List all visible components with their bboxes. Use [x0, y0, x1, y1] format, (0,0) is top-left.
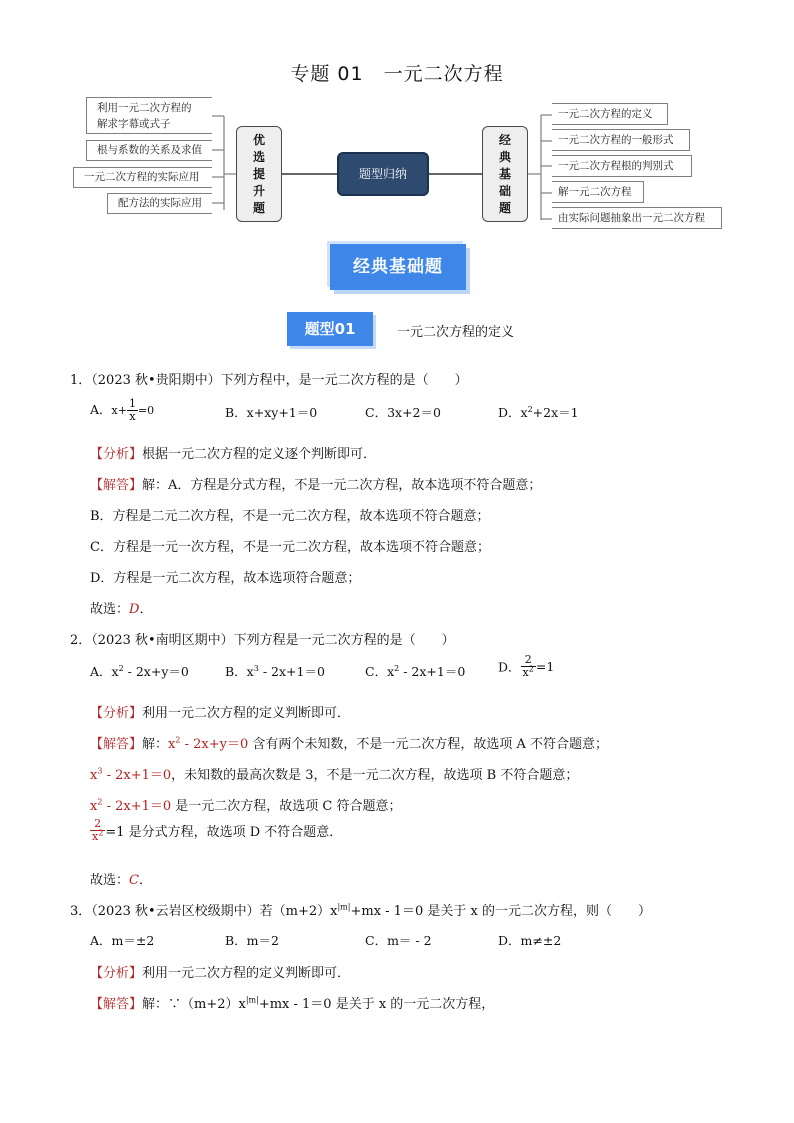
- q2-analysis-tag: 【分析】: [90, 706, 143, 721]
- mindmap-left-item-1: [86, 97, 212, 134]
- q1-analysis-tag: 【分析】: [90, 447, 143, 462]
- q2-answer-line-3: [90, 795, 402, 814]
- q2-answer-1-x: x: [168, 737, 176, 752]
- q1-choice: [90, 598, 152, 617]
- q2-option-d-fraction: [521, 654, 536, 679]
- q2-answer-tag: 【解答】: [90, 737, 143, 752]
- mindmap-right-item-5: 由实际问题抽象出一元二次方程: [552, 207, 722, 229]
- q3-stem: [70, 900, 651, 919]
- q2-answer-3-text: 是一元二次方程，故选项 C 符合题意；: [171, 799, 402, 814]
- q3-answer-exponent: |m|: [245, 995, 259, 1005]
- q3-analysis-tag: 【分析】: [90, 966, 143, 981]
- q2-option-b-suffix: - 2x+1＝0: [258, 664, 325, 679]
- q2-answer-3-equation: - 2x+1＝0: [102, 799, 172, 814]
- mindmap-right-item-3: 一元二次方程根的判别式: [552, 155, 692, 177]
- q3-analysis-text: 利用一元二次方程的定义判断即可．: [142, 966, 351, 981]
- q3-stem-exponent: |m|: [337, 902, 351, 912]
- q1-option-d-suffix: +2x＝1: [532, 405, 579, 420]
- q3-option-c: C．m＝ - 2: [365, 933, 432, 948]
- q1-choice-suffix: ．: [139, 602, 153, 617]
- q2-answer-line-2: [90, 764, 578, 783]
- q2-answer-1-prefix: 解：: [142, 737, 169, 752]
- q2-answer-4-denominator-exponent: 2: [98, 828, 104, 838]
- q2-option-d-denominator-exponent: 2: [528, 664, 534, 674]
- mindmap-left-item-1-line2: 解求字幕或式子: [97, 118, 171, 130]
- q1-answer-tag: 【解答】: [90, 478, 143, 493]
- q1-option-b: B．x+xy+1＝0: [225, 405, 318, 420]
- q2-option-a: [90, 662, 189, 680]
- q2-option-d-denominator: [521, 664, 536, 679]
- q2-option-d: [498, 654, 554, 679]
- page-title: 专题 01 一元二次方程: [290, 63, 504, 85]
- q1-option-a-fraction: [127, 398, 138, 423]
- q2-option-b-prefix: B．x: [225, 664, 254, 679]
- q1-answer-text-1: 解：A．方程是分式方程，不是一元二次方程，故本选项不符合题意；: [142, 478, 542, 493]
- mindmap-left-item-2: 根与系数的关系及求值: [86, 140, 212, 161]
- q2-answer-2-x: x: [90, 768, 98, 783]
- mindmap-left-node: 优 选 提 升 题: [236, 126, 282, 222]
- q2-answer-2-exponent: 3: [97, 766, 103, 776]
- q1-option-a-denominator: x: [129, 410, 136, 423]
- q2-choice-suffix: ．: [138, 873, 152, 888]
- q3-stem-suffix: +mx - 1＝0 是关于 x 的一元二次方程，则（ ）: [350, 904, 651, 919]
- q3-option-d: D．m≠±2: [498, 933, 562, 948]
- q2-option-a-suffix: - 2x+y＝0: [123, 664, 189, 679]
- q1-answer-line-3: C．方程是一元一次方程，不是一元二次方程，故本选项不符合题意；: [90, 540, 490, 555]
- q2-option-b: [225, 662, 325, 680]
- mindmap-right-item-1: 一元二次方程的定义: [552, 103, 668, 125]
- q2-option-c-suffix: - 2x+1＝0: [399, 664, 466, 679]
- q2-answer-line-1: [90, 733, 608, 752]
- q2-answer-3-x: x: [90, 799, 98, 814]
- q2-answer-4-numerator: 2: [90, 818, 105, 831]
- q2-choice-prefix: 故选：: [90, 873, 130, 888]
- q2-option-c: [365, 662, 465, 680]
- type-badge: 题型01: [287, 312, 373, 346]
- q2-option-b-exponent: 3: [253, 663, 259, 673]
- q2-answer-1-exponent: 2: [175, 735, 181, 745]
- mindmap-right-item-2: 一元二次方程的一般形式: [552, 129, 690, 151]
- q1-answer-line-1: [90, 474, 541, 493]
- mindmap-left-item-4: 配方法的实际应用: [107, 193, 212, 214]
- mindmap-left-item-1-line1: 利用一元二次方程的: [97, 102, 192, 114]
- q2-answer-4-text: =1 是分式方程，故选项 D 不符合题意．: [105, 825, 343, 840]
- q1-analysis-text: 根据一元二次方程的定义逐个判断即可．: [142, 447, 377, 462]
- q2-answer-4-denominator-base: x: [92, 830, 99, 843]
- q2-analysis: [90, 702, 350, 721]
- type-label: 一元二次方程的定义: [397, 325, 515, 340]
- q1-option-a-suffix: =0: [137, 404, 155, 417]
- q3-answer-tag: 【解答】: [90, 997, 143, 1012]
- q3-answer-line-1: [90, 993, 494, 1012]
- mindmap-right-node: 经 典 基 础 题: [482, 126, 528, 222]
- q2-option-d-numerator: 2: [521, 654, 536, 667]
- q3-answer-prefix: 解：∵（m+2）x: [142, 997, 246, 1012]
- q2-option-d-suffix: =1: [535, 659, 555, 674]
- q1-option-c: C．3x+2＝0: [365, 405, 441, 420]
- q2-answer-1-equation: - 2x+y＝0: [180, 737, 249, 752]
- q2-option-d-denominator-base: x: [522, 666, 529, 679]
- mindmap-right-item-4: 解一元二次方程: [552, 181, 644, 203]
- q1-stem: 1．（2023 秋•贵阳期中）下列方程中，是一元二次方程的是（ ）: [70, 373, 468, 388]
- q1-choice-letter: D: [129, 602, 140, 617]
- q1-option-d-exponent: 2: [527, 404, 533, 414]
- q2-answer-2-equation: - 2x+1＝0: [102, 768, 172, 783]
- q1-analysis: [90, 443, 376, 462]
- q1-option-d: [498, 403, 579, 421]
- q3-stem-prefix: 3．（2023 秋•云岩区校级期中）若（m+2）x: [70, 904, 338, 919]
- q2-choice: [90, 869, 152, 888]
- q2-option-a-prefix: A．x: [90, 664, 119, 679]
- q1-option-d-prefix: D．x: [498, 405, 528, 420]
- q3-analysis: [90, 962, 350, 981]
- section-banner: 经典基础题: [330, 244, 466, 290]
- q2-answer-2-text: ，未知数的最高次数是 3，不是一元二次方程，故选项 B 不符合题意；: [171, 768, 579, 783]
- q1-option-a-numerator: 1: [128, 397, 136, 410]
- q1-answer-line-4: D．方程是一元二次方程，故本选项符合题意；: [90, 571, 361, 586]
- mindmap-center-node: 题型归纳: [337, 152, 429, 196]
- q2-answer-line-4: [90, 818, 342, 843]
- q2-option-c-exponent: 2: [394, 663, 400, 673]
- q2-choice-letter: C: [129, 873, 139, 888]
- q2-stem: 2．（2023 秋•南明区期中）下列方程是一元二次方程的是（ ）: [70, 633, 455, 648]
- q2-answer-4-denominator: [90, 828, 105, 843]
- q3-option-a: A．m＝±2: [90, 933, 155, 948]
- mindmap-left-item-3: 一元二次方程的实际应用: [73, 167, 212, 188]
- q3-answer-suffix: +mx - 1＝0 是关于 x 的一元二次方程，: [258, 997, 495, 1012]
- q1-option-a-prefix: A．: [90, 402, 112, 417]
- q1-option-a-x: x+: [111, 404, 127, 417]
- q1-answer-line-2: B．方程是二元二次方程，不是一元二次方程，故本选项不符合题意；: [90, 509, 490, 524]
- q3-option-b: B．m＝2: [225, 933, 279, 948]
- q2-option-c-prefix: C．x: [365, 664, 395, 679]
- q2-answer-3-exponent: 2: [97, 797, 103, 807]
- q2-answer-1-text: 含有两个未知数，不是一元二次方程，故选项 A 不符合题意；: [248, 737, 609, 752]
- q2-answer-4-fraction: [90, 818, 105, 843]
- q2-option-d-prefix: D．: [498, 659, 521, 675]
- q2-analysis-text: 利用一元二次方程的定义判断即可．: [142, 706, 351, 721]
- q2-option-a-exponent: 2: [118, 663, 124, 673]
- q1-option-a: [90, 398, 154, 423]
- q1-choice-prefix: 故选：: [90, 602, 130, 617]
